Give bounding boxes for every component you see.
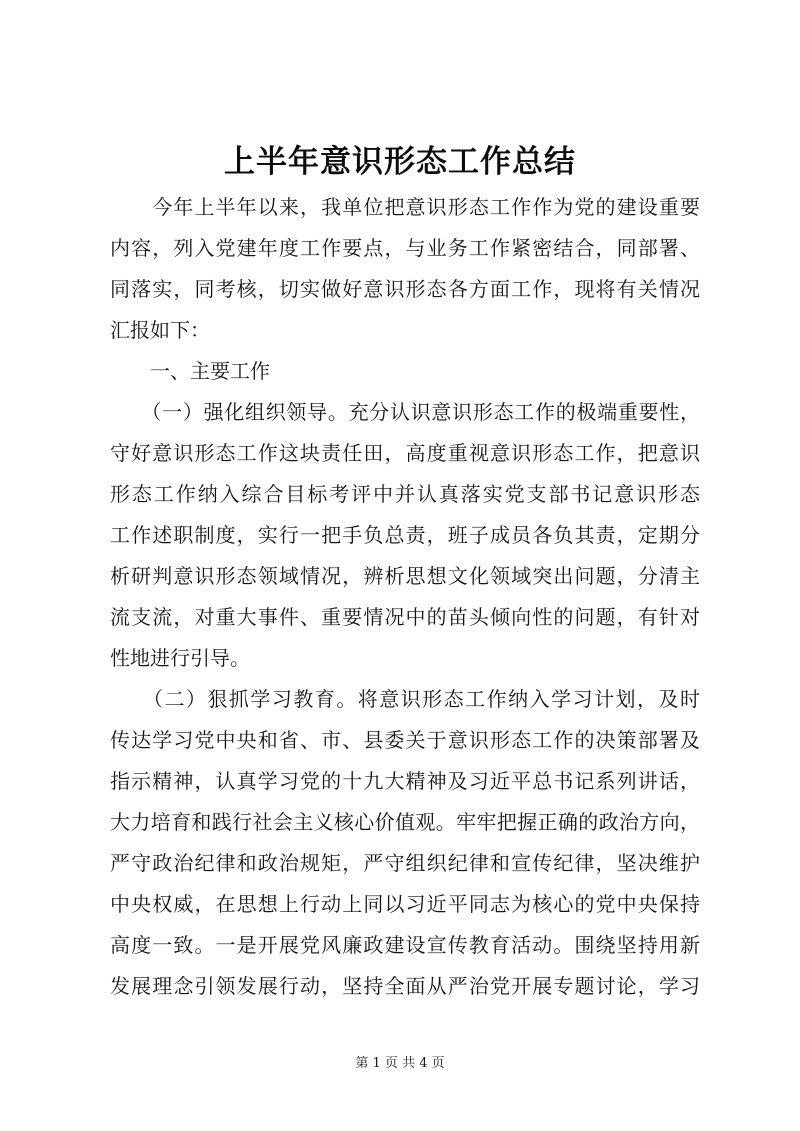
body-line-18: 中央权威，在思想上行动上同以习近平同志为核心的党中央保持 [110,892,700,916]
body-line-20: 发展理念引领发展行动，坚持全面从严治党开展专题讨论，学习 [110,974,700,998]
document-body [110,187,700,1007]
body-line-12: 性地进行引导。 [110,646,250,670]
body-line-9: 工作述职制度，实行一把手负总责，班子成员各负其责，定期分 [110,523,700,547]
body-line-11: 流支流，对重大事件、重要情况中的苗头倾向性的问题，有针对 [110,605,700,629]
body-line-19: 高度一致。一是开展党风廉政建设宣传教育活动。围绕坚持用新 [110,933,700,957]
body-line-6: （一）强化组织领导。充分认识意识形态工作的极端重要性， [110,400,700,424]
body-line-10: 析研判意识形态领域情况，辨析思想文化领域突出问题，分清主 [110,564,700,588]
section-heading-main-work: 一、主要工作 [110,359,270,383]
body-line-13: （二）狠抓学习教育。将意识形态工作纳入学习计划，及时 [110,687,700,711]
body-line-14: 传达学习党中央和省、市、县委关于意识形态工作的决策部署及 [110,728,700,752]
body-line-8: 形态工作纳入综合目标考评中并认真落实党支部书记意识形态 [110,482,700,506]
body-line-15: 指示精神，认真学习党的十九大精神及习近平总书记系列讲话， [110,769,700,793]
body-line-7: 守好意识形态工作这块责任田，高度重视意识形态工作，把意识 [110,441,700,465]
body-line-2: 内容，列入党建年度工作要点，与业务工作紧密结合，同部署、 [110,236,700,260]
body-line-4: 汇报如下： [110,318,210,342]
document-title: 上半年意识形态工作总结 [224,144,576,180]
body-line-16: 大力培育和践行社会主义核心价值观。牢牢把握正确的政治方向， [110,810,700,834]
body-line-3: 同落实，同考核，切实做好意识形态各方面工作，现将有关情况 [110,277,700,301]
body-line-17: 严守政治纪律和政治规矩，严守组织纪律和宣传纪律，坚决维护 [110,851,700,875]
page-number-footer: 第 1 页 共 4 页 [355,1056,445,1071]
body-line-1: 今年上半年以来，我单位把意识形态工作作为党的建设重要 [110,195,700,219]
